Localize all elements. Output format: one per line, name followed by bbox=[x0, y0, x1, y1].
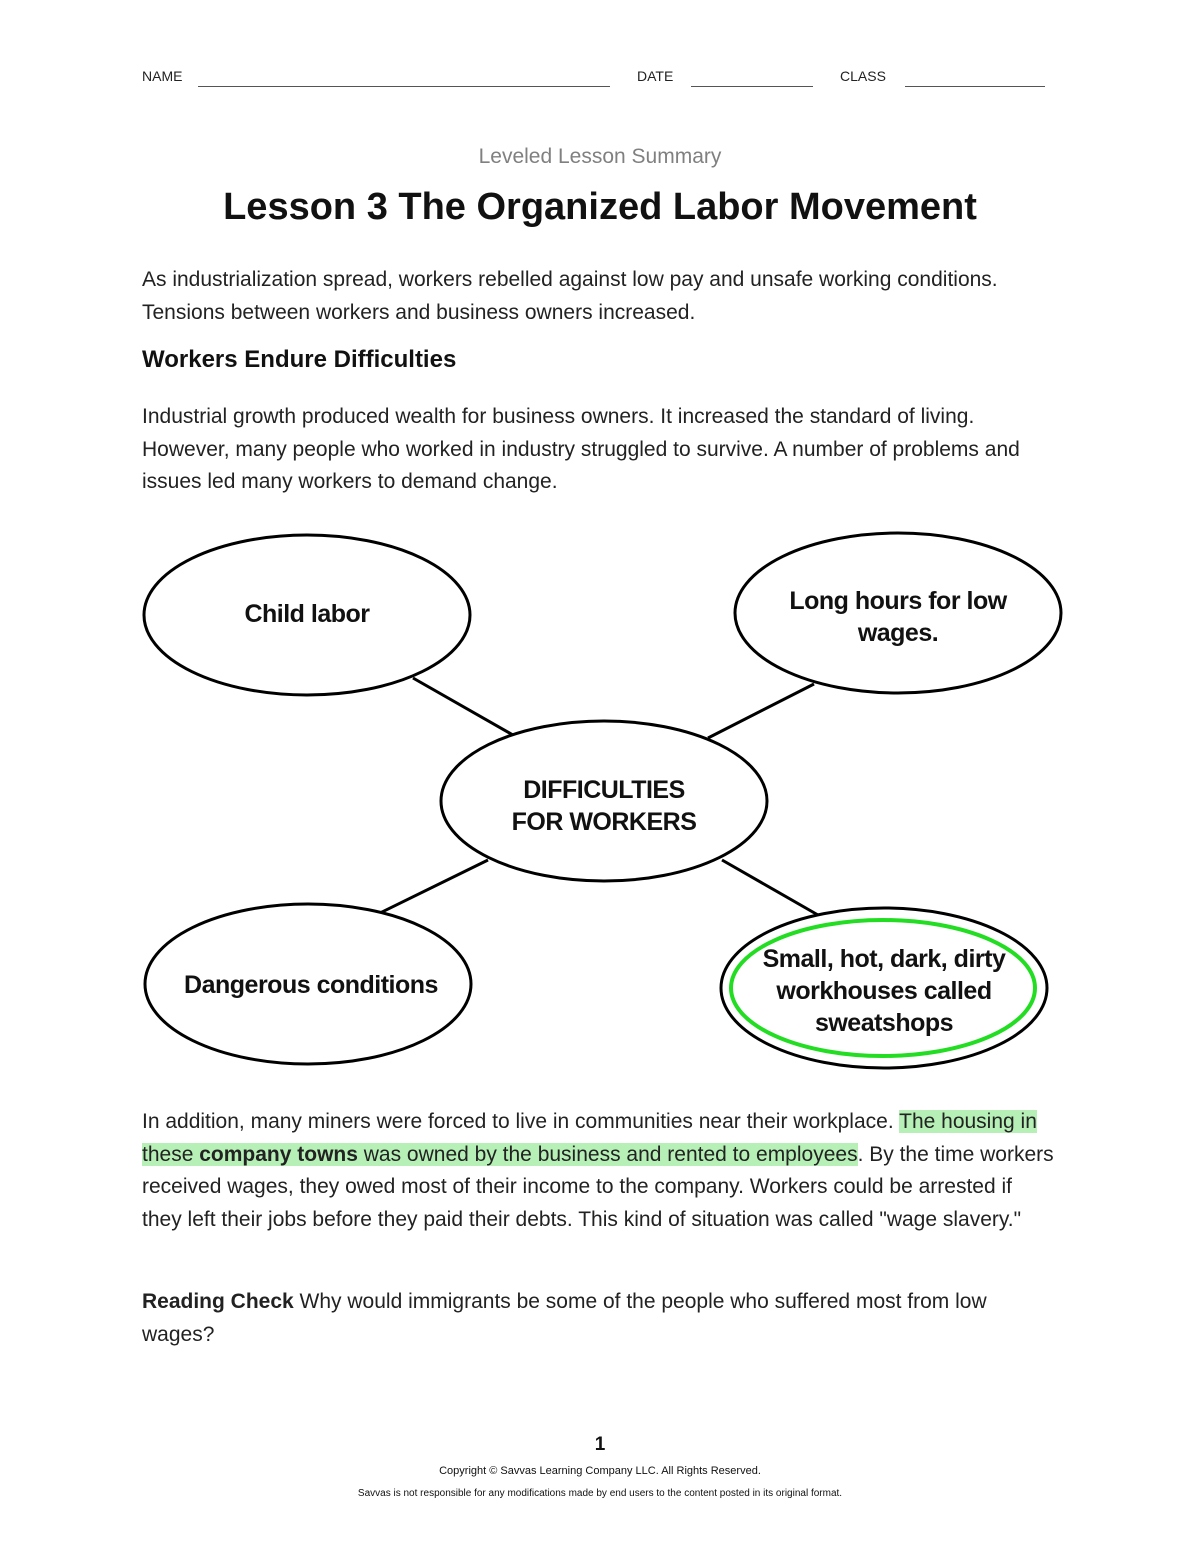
reading-check-label: Reading Check bbox=[142, 1290, 294, 1313]
connector-bottom-left bbox=[380, 860, 488, 913]
node-sweatshops-line1: Small, hot, dark, dirty bbox=[762, 945, 1006, 973]
node-sweatshops-line3: sweatshops bbox=[814, 1009, 954, 1037]
reading-check bbox=[142, 1286, 1057, 1351]
document-subtitle: Leveled Lesson Summary bbox=[478, 145, 722, 168]
connector-top-left bbox=[413, 678, 513, 735]
node-long-hours bbox=[752, 585, 1044, 649]
section-heading: Workers Endure Difficulties bbox=[142, 346, 457, 373]
class-label: CLASS bbox=[840, 68, 886, 84]
highlight-part1: The housing in these bbox=[142, 1110, 1037, 1166]
copyright-notice: Copyright © Savvas Learning Company LLC. All Rights Reserved. bbox=[439, 1465, 761, 1477]
date-field[interactable] bbox=[691, 86, 813, 87]
name-field[interactable] bbox=[198, 86, 610, 87]
page-number: 1 bbox=[594, 1434, 606, 1455]
intro-paragraph: As industrialization spread, workers rebelled against low pay and unsafe working conditions. Tensions between workers and business owners increased. bbox=[142, 268, 998, 324]
header-fields bbox=[142, 66, 1045, 90]
paragraph3-part1: In addition, many miners were forced to live in communities near their workplace. bbox=[142, 1110, 900, 1133]
node-long-hours-line2: wages. bbox=[857, 619, 939, 647]
lesson-title: Lesson 3 The Organized Labor Movement bbox=[223, 186, 977, 228]
node-sweatshops bbox=[734, 943, 1034, 1039]
node-center bbox=[464, 774, 744, 838]
reading-check-question: Why would immigrants be some of the people who suffered most from low wages? bbox=[142, 1290, 987, 1346]
node-child-labor: Child labor bbox=[244, 600, 370, 628]
node-long-hours-line1: Long hours for low bbox=[789, 587, 1007, 615]
connector-bottom-right bbox=[722, 860, 818, 915]
company-towns-paragraph bbox=[142, 1106, 1057, 1236]
highlight-part2: was owned by the business and rented to employees bbox=[357, 1142, 858, 1166]
section-paragraph: Industrial growth produced wealth for business owners. It increased the standard of living. However, many people who worked in industry struggled to survive. A number of problems and issues led many workers to demand change. bbox=[142, 405, 1020, 493]
company-towns-term: company towns bbox=[199, 1142, 358, 1166]
class-field[interactable] bbox=[905, 86, 1045, 87]
concept-web-diagram bbox=[0, 530, 1200, 1070]
name-label: NAME bbox=[142, 68, 183, 84]
paragraph3-part2: . By the time workers received wages, they owed most of their income to the company. Workers could be arrested if they left their jobs before they paid their debts. This kind of situation was called "wage slavery." bbox=[142, 1142, 1054, 1231]
node-sweatshops-line2: workhouses called bbox=[776, 977, 992, 1005]
date-label: DATE bbox=[637, 68, 674, 84]
node-center-line2: FOR WORKERS bbox=[511, 808, 697, 836]
node-dangerous-conditions: Dangerous conditions bbox=[184, 971, 438, 999]
node-center-line1: DIFFICULTIES bbox=[523, 776, 685, 804]
connector-top-right bbox=[708, 684, 814, 738]
disclaimer-note: Savvas is not responsible for any modifications made by end users to the content posted in its original format. bbox=[357, 1488, 843, 1499]
